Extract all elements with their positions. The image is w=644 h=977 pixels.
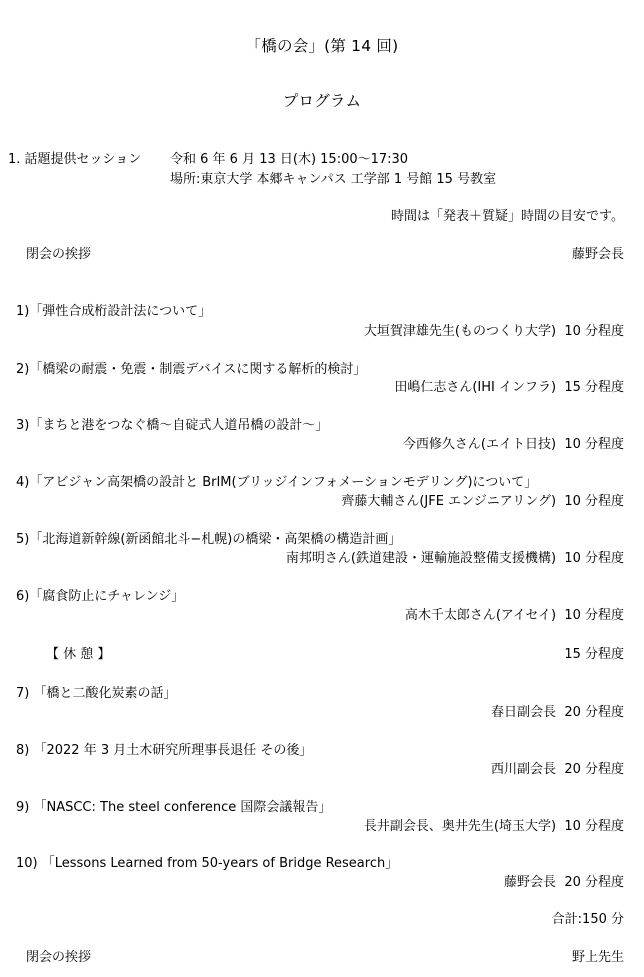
talk-speaker-duration xyxy=(504,871,624,890)
talk-speaker-duration xyxy=(403,433,624,452)
session-venue: 場所:東京大学 本郷キャンパス 工学部 1 号館 15 号教室 xyxy=(170,172,497,187)
document-subtitle: プログラム xyxy=(282,92,362,110)
talk-speaker-duration xyxy=(405,604,624,623)
talk-speaker: 南邦明さん(鉄道建設・運輸施設整備支援機構) xyxy=(285,551,557,566)
talk-title: 8) 「2022 年 3 月土木研究所理事長退任 その後」 xyxy=(16,743,313,758)
talk-speaker: 西川副会長 xyxy=(491,762,557,777)
talk-duration: 10 分程度 xyxy=(564,324,624,339)
talk-speaker-duration xyxy=(341,490,624,509)
talk-title: 9) 「NASCC: The steel conference 国際会議報告」 xyxy=(16,800,332,815)
break-label: 【 休 憩 】 xyxy=(46,647,111,662)
talk-title: 6)「腐食防止にチャレンジ」 xyxy=(16,589,185,604)
closing-label: 閉会の挨拶 xyxy=(26,950,92,965)
talk-duration: 10 分程度 xyxy=(564,494,624,509)
talk-speaker: 田嶋仁志さん(IHI インフラ) xyxy=(394,380,557,395)
talk-speaker: 長井副会長、奥井先生(埼玉大学) xyxy=(363,819,557,834)
talk-speaker-duration xyxy=(364,815,624,834)
talk-title: 4)「アビジャン高架橋の設計と BrIM(ブリッジインフォメーションモデリング)について」 xyxy=(16,475,538,490)
document-title: 「橋の会」(第 14 回) xyxy=(245,37,399,55)
talk-title: 2)「橋梁の耐震・免震・制震デバイスに関する解析的検討」 xyxy=(16,362,367,377)
time-note: 時間は「発表＋質疑」時間の目安です。 xyxy=(391,209,624,224)
talk-title: 1)「弾性合成桁設計法について」 xyxy=(16,304,212,319)
talk-duration: 10 分程度 xyxy=(564,819,624,834)
talk-duration: 10 分程度 xyxy=(564,608,624,623)
talk-duration: 20 分程度 xyxy=(564,705,624,720)
talk-title: 10) 「Lessons Learned from 50-years of Bridge Research」 xyxy=(16,856,399,871)
session-label: 1. 話題提供セッション xyxy=(8,152,142,167)
talk-speaker-duration xyxy=(286,547,624,566)
talk-duration: 15 分程度 xyxy=(564,380,624,395)
talk-title: 7) 「橋と二酸化炭素の話」 xyxy=(16,686,177,701)
talk-speaker: 齊藤大輔さん(JFE エンジニアリング) xyxy=(341,494,557,509)
talk-speaker-duration xyxy=(491,701,624,720)
break-duration: 15 分程度 xyxy=(564,647,624,662)
talk-speaker: 高木千太郎さん(アイセイ) xyxy=(404,608,557,623)
opening-label: 閉会の挨拶 xyxy=(26,247,92,262)
talk-speaker-duration xyxy=(491,758,624,777)
talk-duration: 20 分程度 xyxy=(564,875,624,890)
opening-speaker: 藤野会長 xyxy=(571,247,624,262)
talk-speaker: 今西修久さん(エイト日技) xyxy=(402,437,557,452)
talk-title: 5)「北海道新幹線(新函館北斗−札幌)の橋梁・高架橋の構造計画」 xyxy=(16,532,402,547)
talk-speaker-duration xyxy=(394,376,624,395)
talk-duration: 10 分程度 xyxy=(564,551,624,566)
talk-title: 3)「まちと港をつなぐ橋～自碇式人道吊橋の設計～」 xyxy=(16,418,329,433)
session-datetime: 令和 6 年 6 月 13 日(木) 15:00～17:30 xyxy=(170,152,409,167)
total-time: 合計:150 分 xyxy=(551,912,624,927)
talk-speaker: 藤野会長 xyxy=(504,875,557,890)
talk-speaker: 春日副会長 xyxy=(491,705,557,720)
talk-duration: 20 分程度 xyxy=(564,762,624,777)
talk-speaker: 大垣賀津雄先生(ものつくり大学) xyxy=(363,324,557,339)
talk-duration: 10 分程度 xyxy=(564,437,624,452)
closing-speaker: 野上先生 xyxy=(571,950,624,965)
talk-speaker-duration xyxy=(364,320,624,339)
